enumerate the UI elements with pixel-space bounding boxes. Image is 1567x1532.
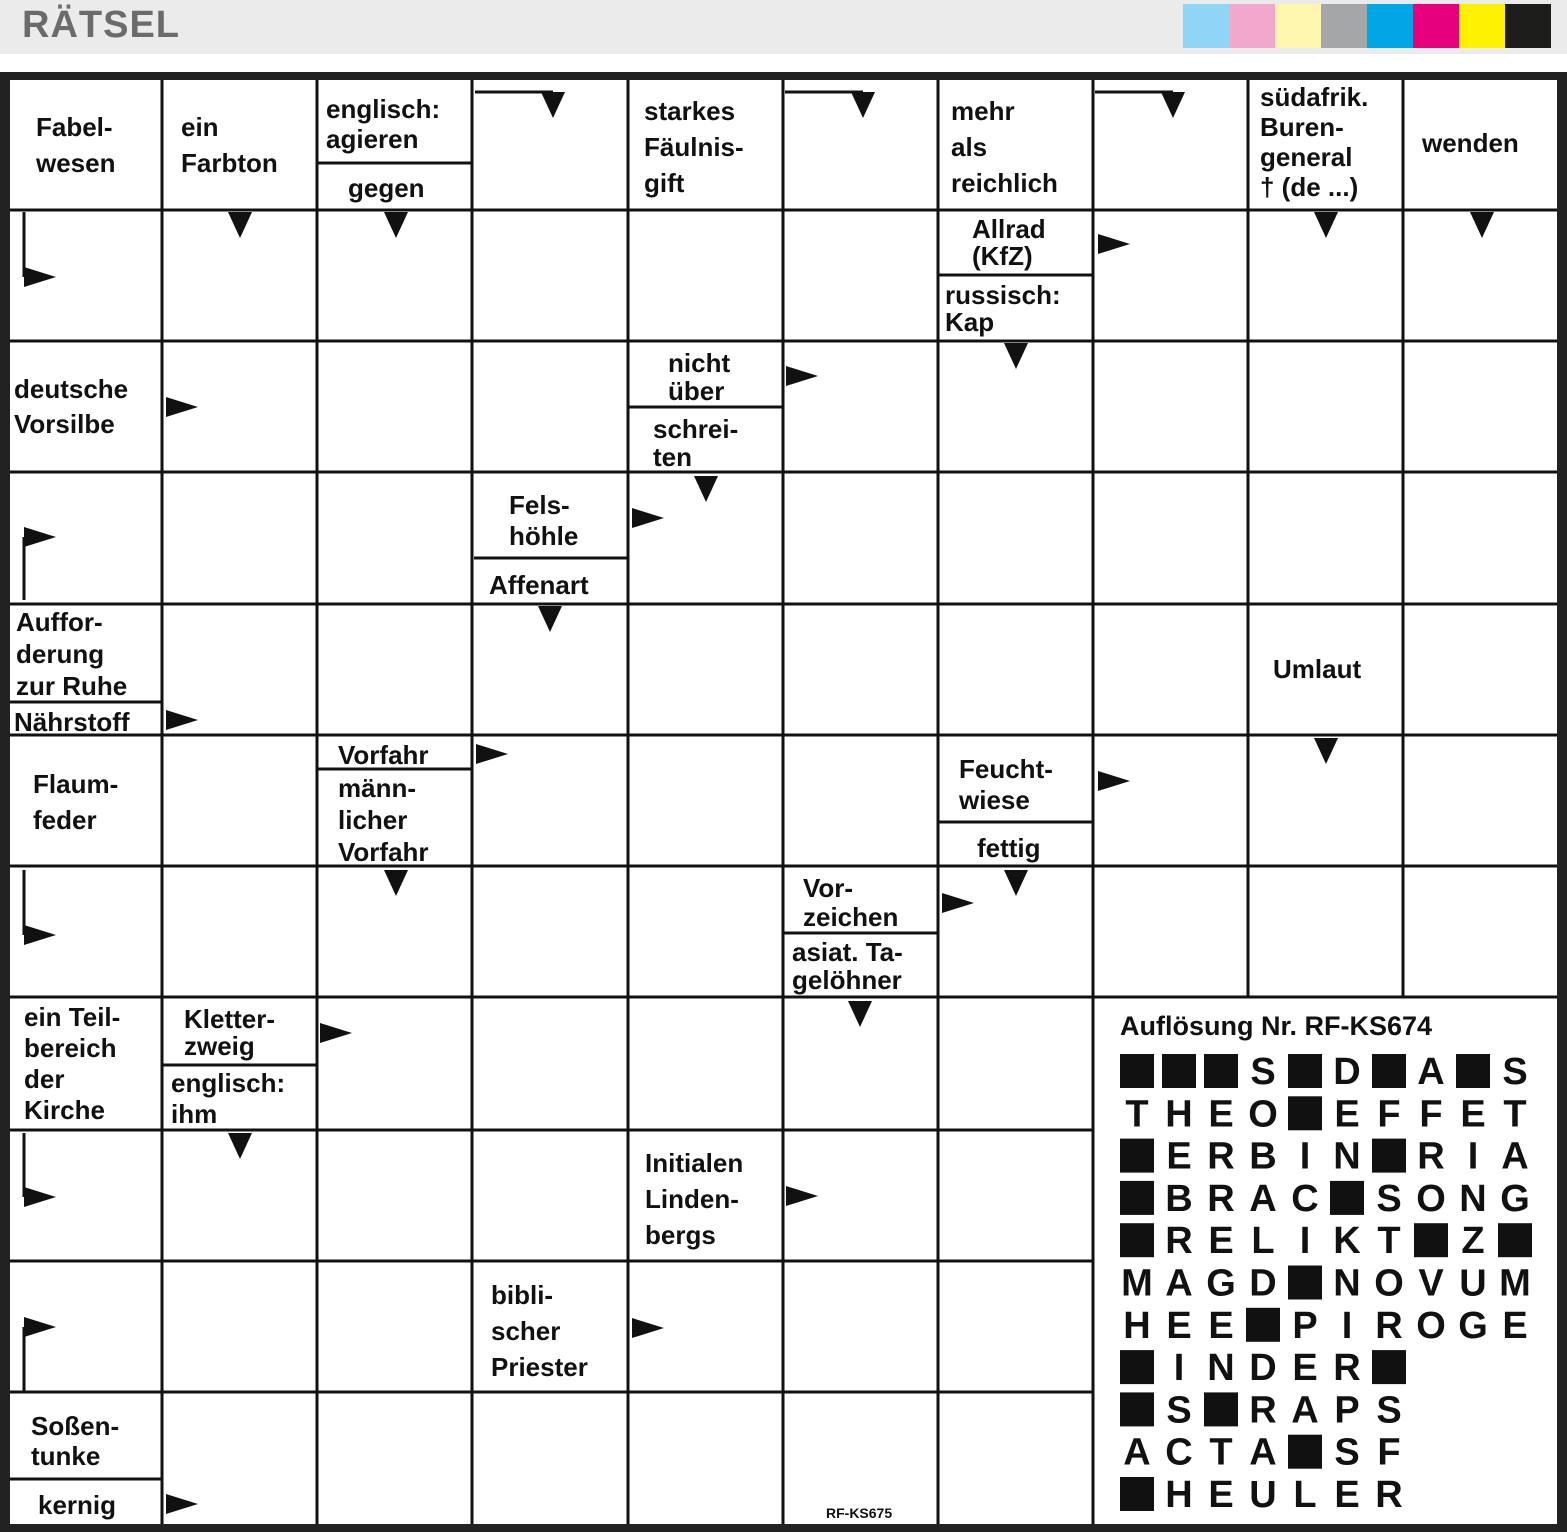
right-arrow-icon (166, 710, 198, 730)
solution-black-square (1372, 1139, 1406, 1173)
right-arrow-icon (632, 1318, 664, 1338)
solution-letter: U (1249, 1474, 1277, 1516)
solution-black-square (1288, 1054, 1322, 1088)
solution-black-square (1120, 1392, 1154, 1426)
right-arrow-icon (786, 366, 818, 386)
color-swatch (1183, 4, 1229, 48)
solution-letter: A (1123, 1431, 1151, 1474)
right-arrow-icon (942, 893, 974, 913)
clue-umlaut: Umlaut (1273, 654, 1362, 684)
clue-flaumfeder: Flaum-feder (33, 769, 119, 835)
solution-letter: F (1419, 1093, 1443, 1136)
clue-biblischer-priester: bibli-scher Priester (491, 1280, 588, 1382)
down-arrow-icon (384, 870, 408, 896)
down-arrow-icon (1470, 212, 1494, 238)
clue-ein-farbton: ein Farbton (181, 112, 278, 178)
clue-aufforderung: Auffor-derung zur Ruhe (16, 607, 128, 701)
solution-black-square (1120, 1477, 1154, 1511)
solution-letter: N (1333, 1135, 1361, 1178)
solution-letter: I (1299, 1135, 1311, 1178)
right-arrow-icon (166, 397, 198, 417)
color-swatch (1321, 4, 1367, 48)
solution-black-square (1456, 1054, 1490, 1088)
crossword-board (10, 80, 1557, 1524)
flag-right-arrow-icon (24, 527, 56, 547)
down-arrow-icon (541, 92, 565, 118)
solution-letter: E (1208, 1220, 1234, 1263)
puzzle-id: RF-KS675 (826, 1505, 893, 1521)
clue-teilbereich: ein Teil-bereich der Kirche (24, 1002, 121, 1125)
solution-letter: T (1377, 1220, 1401, 1263)
solution-letter: I (1467, 1135, 1479, 1178)
clue-schreiten: schrei-ten (653, 414, 739, 472)
down-arrow-icon (1314, 212, 1338, 238)
color-swatch (1229, 4, 1275, 48)
down-arrow-icon (848, 1001, 872, 1027)
solution-letter: S (1376, 1177, 1402, 1220)
clue-englisch-ihm: englisch: ihm (171, 1068, 286, 1129)
solution-letter: S (1502, 1051, 1528, 1093)
solution-heading: Auflösung Nr. RF-KS674 (1120, 1011, 1433, 1041)
crossword-grid (10, 80, 1557, 1524)
solution-black-square (1120, 1054, 1154, 1088)
solution-letter: B (1249, 1135, 1277, 1178)
color-swatch (1367, 4, 1413, 48)
solution-black-square (1120, 1223, 1154, 1257)
solution-letter: S (1250, 1051, 1276, 1093)
solution-letter: E (1334, 1093, 1360, 1136)
solution-letter: I (1173, 1347, 1185, 1390)
hook-right-arrow-icon (24, 267, 56, 287)
right-arrow-icon (1098, 234, 1130, 254)
solution-letter: R (1333, 1347, 1361, 1390)
clue-englisch-agieren: englisch: agieren (326, 94, 441, 154)
solution-letter: K (1333, 1220, 1361, 1263)
solution-letter: E (1166, 1304, 1192, 1347)
solution-black-square (1288, 1096, 1322, 1130)
solution-letter: G (1458, 1304, 1488, 1347)
solution-letter: O (1374, 1262, 1404, 1305)
solution-letter: M (1499, 1262, 1531, 1305)
solution-letter: A (1249, 1431, 1277, 1474)
clue-initialen: Initialen Linden-bergs (645, 1148, 744, 1250)
solution-letter: Z (1461, 1220, 1485, 1263)
clue-vorfahr: Vorfahr (338, 740, 429, 770)
clue-vorzeichen: Vor-zeichen (803, 873, 899, 932)
solution-letter: M (1121, 1262, 1153, 1305)
down-arrow-icon (851, 92, 875, 118)
clue-kletterzweig: Kletter-zweig (184, 1004, 276, 1061)
solution-letter: F (1377, 1093, 1401, 1136)
solution-letter: I (1341, 1304, 1353, 1347)
solution-letter: O (1416, 1304, 1446, 1347)
down-arrow-icon (538, 606, 562, 632)
solution-black-square (1288, 1435, 1322, 1469)
clue-sossentunke: Soßen-tunke (31, 1411, 120, 1471)
solution-black-square (1372, 1054, 1406, 1088)
solution-letter: A (1291, 1389, 1319, 1432)
solution-black-square (1120, 1181, 1154, 1215)
solution-letter: R (1249, 1389, 1277, 1432)
solution-letter: C (1291, 1177, 1319, 1220)
solution-letter: E (1502, 1304, 1528, 1347)
down-arrow-icon (228, 1133, 252, 1159)
down-arrow-icon (1004, 870, 1028, 896)
solution-letter: E (1208, 1474, 1234, 1516)
solution-letter: D (1249, 1262, 1277, 1305)
solution-black-square (1498, 1223, 1532, 1257)
down-arrow-icon (694, 476, 718, 502)
solution-black-square (1204, 1392, 1238, 1426)
solution-letter: O (1416, 1177, 1446, 1220)
solution-letter: E (1208, 1304, 1234, 1347)
solution-letter: A (1417, 1051, 1445, 1093)
solution-black-square (1120, 1139, 1154, 1173)
solution-letter: D (1333, 1051, 1361, 1093)
right-arrow-icon (786, 1186, 818, 1206)
solution-letter: T (1125, 1093, 1149, 1136)
solution-letter: B (1165, 1177, 1193, 1220)
down-arrow-icon (1314, 738, 1338, 764)
down-arrow-icon (1161, 92, 1185, 118)
solution-letter: A (1249, 1177, 1277, 1220)
solution-letter: C (1165, 1431, 1193, 1474)
solution-letter: A (1501, 1135, 1529, 1178)
solution-letter: U (1459, 1262, 1487, 1305)
clue-felshoehle: Fels-höhle (509, 490, 579, 551)
hook-right-arrow-icon (24, 1187, 56, 1207)
color-swatch (1275, 4, 1321, 48)
solution-letter: A (1165, 1262, 1193, 1305)
solution-letter: S (1334, 1431, 1360, 1474)
solution-letter: R (1375, 1304, 1403, 1347)
solution-letter: R (1375, 1474, 1403, 1516)
clue-maennlicher-vorfahr: männ-licher Vorfahr (338, 773, 429, 867)
clue-gegen: gegen (348, 173, 425, 203)
solution-black-square (1204, 1054, 1238, 1088)
solution-black-square (1330, 1181, 1364, 1215)
clue-feuchtwiese: Feucht-wiese (959, 754, 1053, 815)
solution-letter: F (1377, 1431, 1401, 1474)
solution-letter: E (1460, 1093, 1486, 1136)
color-swatch (1505, 4, 1551, 48)
solution-black-square (1120, 1350, 1154, 1384)
solution-letter: G (1500, 1177, 1530, 1220)
solution-black-square (1372, 1350, 1406, 1384)
solution-letter: R (1165, 1220, 1193, 1263)
page-title: RÄTSEL (22, 4, 180, 46)
page-header (0, 0, 1567, 54)
solution-letter: H (1165, 1093, 1193, 1136)
clue-kernig: kernig (38, 1490, 117, 1520)
solution-black-square (1162, 1054, 1196, 1088)
clue-faeulnisgift: starkes Fäulnis-gift (644, 96, 744, 198)
flag-right-arrow-icon (24, 1317, 56, 1337)
solution-letter: E (1166, 1135, 1192, 1178)
clue-naehrstoff: Nährstoff (14, 707, 130, 737)
solution-letter: P (1292, 1304, 1318, 1347)
clue-allrad: Allrad (KfZ) (972, 214, 1046, 271)
solution-letter: N (1333, 1262, 1361, 1305)
clue-affenart: Affenart (489, 570, 589, 600)
solution-letter: I (1299, 1220, 1311, 1263)
clue-nicht-ueber: nicht über (668, 348, 731, 406)
down-arrow-icon (1004, 343, 1028, 369)
solution-letter: V (1418, 1262, 1444, 1305)
color-swatch (1459, 4, 1505, 48)
clue-fettig: fettig (977, 833, 1041, 863)
solution-letter: N (1207, 1347, 1235, 1390)
solution-letter: L (1251, 1220, 1275, 1263)
down-arrow-icon (228, 212, 252, 238)
solution-letter: P (1334, 1389, 1360, 1432)
right-arrow-icon (1098, 771, 1130, 791)
right-arrow-icon (320, 1023, 352, 1043)
solution-black-square (1414, 1223, 1448, 1257)
solution-letter: S (1166, 1389, 1192, 1432)
down-arrow-icon (384, 212, 408, 238)
clue-fabelwesen: Fabel-wesen (36, 112, 116, 178)
clue-russisch-kap: russisch: Kap (945, 280, 1061, 337)
clue-wenden: wenden (1422, 128, 1519, 158)
clue-deutsche-vorsilbe: deutsche Vorsilbe (14, 374, 129, 439)
solution-letter: S (1376, 1389, 1402, 1432)
solution-black-square (1288, 1266, 1322, 1300)
solution-letter: L (1293, 1474, 1317, 1516)
right-arrow-icon (166, 1494, 198, 1514)
solution-letter: N (1459, 1177, 1487, 1220)
right-arrow-icon (476, 744, 508, 764)
solution-letter: T (1503, 1093, 1527, 1136)
solution-letter: E (1292, 1347, 1318, 1390)
solution-black-square (1246, 1308, 1280, 1342)
solution-letter: G (1206, 1262, 1236, 1305)
solution-letter: E (1208, 1093, 1234, 1136)
solution-letter: R (1207, 1135, 1235, 1178)
solution-letter: O (1248, 1093, 1278, 1136)
solution-letter: D (1249, 1347, 1277, 1390)
solution-letter: R (1417, 1135, 1445, 1178)
right-arrow-icon (632, 508, 664, 528)
color-swatch (1413, 4, 1459, 48)
solution-letter: E (1334, 1474, 1360, 1516)
solution-letter: T (1209, 1431, 1233, 1474)
solution-letter: H (1123, 1304, 1151, 1347)
clue-burengeneral: südafrik. Buren-general † (de ...) (1260, 82, 1369, 202)
hook-right-arrow-icon (24, 925, 56, 945)
clue-mehr-als-reichlich: mehr als reichlich (951, 96, 1058, 198)
solution-letter: R (1207, 1177, 1235, 1220)
solution-letter: H (1165, 1474, 1193, 1516)
clue-tageloehner: asiat. Ta-gelöhner (792, 937, 903, 995)
